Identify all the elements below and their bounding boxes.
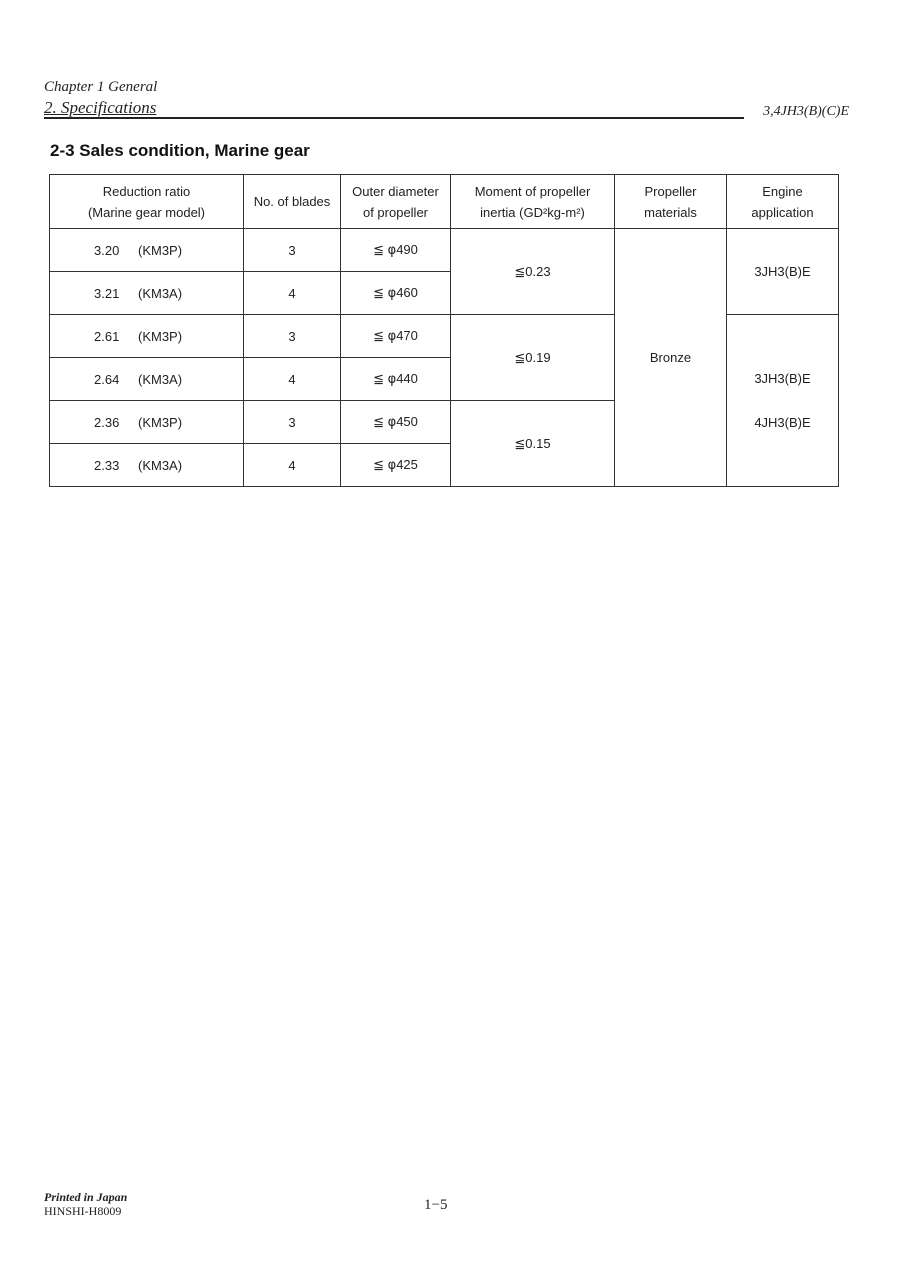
ratio-cell — [50, 272, 244, 315]
inertia-cell — [451, 315, 615, 401]
header-engine-line2: application — [751, 204, 814, 220]
header-reduction-ratio-line1: Reduction ratio — [102, 183, 191, 199]
header-moment-line1: Moment of propeller — [474, 183, 591, 199]
header-moment-line2: inertia (GD²kg-m²) — [480, 204, 585, 220]
diameter-value: 440 — [396, 371, 418, 386]
header-blades-label: No. of blades — [253, 194, 331, 209]
phi-symbol: φ — [387, 243, 397, 258]
table-row — [50, 229, 839, 272]
diameter-cell — [341, 229, 451, 272]
inertia-value: 0.19 — [525, 349, 551, 365]
ratio-value: 3.21 — [94, 285, 120, 301]
inertia-value: 0.23 — [525, 263, 551, 279]
header-outer-diameter-line2: of propeller — [362, 204, 429, 220]
model-code: 3,4JH3(B)(C)E — [763, 104, 849, 119]
blades-cell: 4 — [244, 272, 341, 315]
engine-value: 4JH3(B)E — [754, 414, 811, 430]
phi-symbol: φ — [387, 329, 397, 344]
phi-symbol: φ — [387, 286, 397, 301]
inertia-cell — [451, 401, 615, 487]
less-equal-symbol: ≦ — [373, 372, 384, 387]
table-header-row — [50, 175, 839, 229]
gear-model: (KM3P) — [138, 242, 183, 258]
header-reduction-ratio-line2: (Marine gear model) — [87, 204, 206, 220]
less-equal-symbol: ≦ — [514, 264, 526, 280]
gear-model: (KM3P) — [138, 328, 183, 344]
printed-in-japan: Printed in Japan — [44, 1190, 128, 1204]
diameter-value: 490 — [396, 242, 418, 257]
sales-condition-table — [49, 174, 839, 487]
less-equal-symbol: ≦ — [373, 286, 384, 301]
engine-value: 3JH3(B)E — [754, 370, 811, 386]
ratio-cell — [50, 401, 244, 444]
header-outer-diameter-line1: Outer diameter — [352, 183, 439, 199]
less-equal-symbol: ≦ — [373, 329, 384, 344]
ratio-value: 3.20 — [94, 242, 120, 258]
inertia-value: 0.15 — [525, 435, 551, 451]
gear-model: (KM3A) — [138, 285, 183, 301]
diameter-cell — [341, 315, 451, 358]
phi-symbol: φ — [387, 458, 397, 473]
blades-cell: 3 — [244, 401, 341, 444]
ratio-value: 2.61 — [94, 328, 120, 344]
header-reduction-ratio — [50, 175, 244, 229]
blades-cell: 3 — [244, 315, 341, 358]
header-materials-line2: materials — [644, 204, 697, 220]
header-rule — [44, 117, 744, 119]
diameter-value: 460 — [396, 285, 418, 300]
ratio-value: 2.36 — [94, 414, 120, 430]
header-blades — [244, 175, 341, 229]
ratio-cell — [50, 229, 244, 272]
diameter-cell — [341, 358, 451, 401]
engine-cell: 3JH3(B)E — [727, 229, 839, 315]
material-cell: Bronze — [615, 229, 727, 487]
less-equal-symbol: ≦ — [373, 415, 384, 430]
chapter-label: Chapter 1 General — [44, 79, 158, 95]
diameter-value: 425 — [396, 457, 418, 472]
header-outer-diameter — [341, 175, 451, 229]
diameter-value: 450 — [396, 414, 418, 429]
ratio-cell — [50, 315, 244, 358]
phi-symbol: φ — [387, 372, 397, 387]
ratio-cell — [50, 444, 244, 487]
section-label: 2. Specifications — [44, 98, 157, 117]
document-number: HINSHI-H8009 — [44, 1204, 122, 1218]
inertia-cell — [451, 229, 615, 315]
diameter-cell — [341, 401, 451, 444]
diameter-cell — [341, 444, 451, 487]
gear-model: (KM3P) — [138, 414, 183, 430]
phi-symbol: φ — [387, 415, 397, 430]
less-equal-symbol: ≦ — [514, 350, 526, 366]
less-equal-symbol: ≦ — [514, 436, 526, 452]
ratio-cell — [50, 358, 244, 401]
less-equal-symbol: ≦ — [373, 243, 384, 258]
header-moment-of-inertia — [451, 175, 615, 229]
header-materials-line1: Propeller — [644, 183, 697, 199]
header-engine-application — [727, 175, 839, 229]
blades-cell: 4 — [244, 444, 341, 487]
ratio-value: 2.33 — [94, 457, 120, 473]
diameter-cell — [341, 272, 451, 315]
gear-model: (KM3A) — [138, 371, 183, 387]
page-number: 1−5 — [424, 1197, 448, 1213]
diameter-value: 470 — [396, 328, 418, 343]
less-equal-symbol: ≦ — [373, 458, 384, 473]
engine-cell — [727, 315, 839, 487]
header-propeller-materials — [615, 175, 727, 229]
gear-model: (KM3A) — [138, 457, 183, 473]
blades-cell: 4 — [244, 358, 341, 401]
blades-cell: 3 — [244, 229, 341, 272]
section-heading: 2-3 Sales condition, Marine gear — [50, 141, 310, 160]
header-engine-line1: Engine — [762, 183, 803, 199]
ratio-value: 2.64 — [94, 371, 120, 387]
